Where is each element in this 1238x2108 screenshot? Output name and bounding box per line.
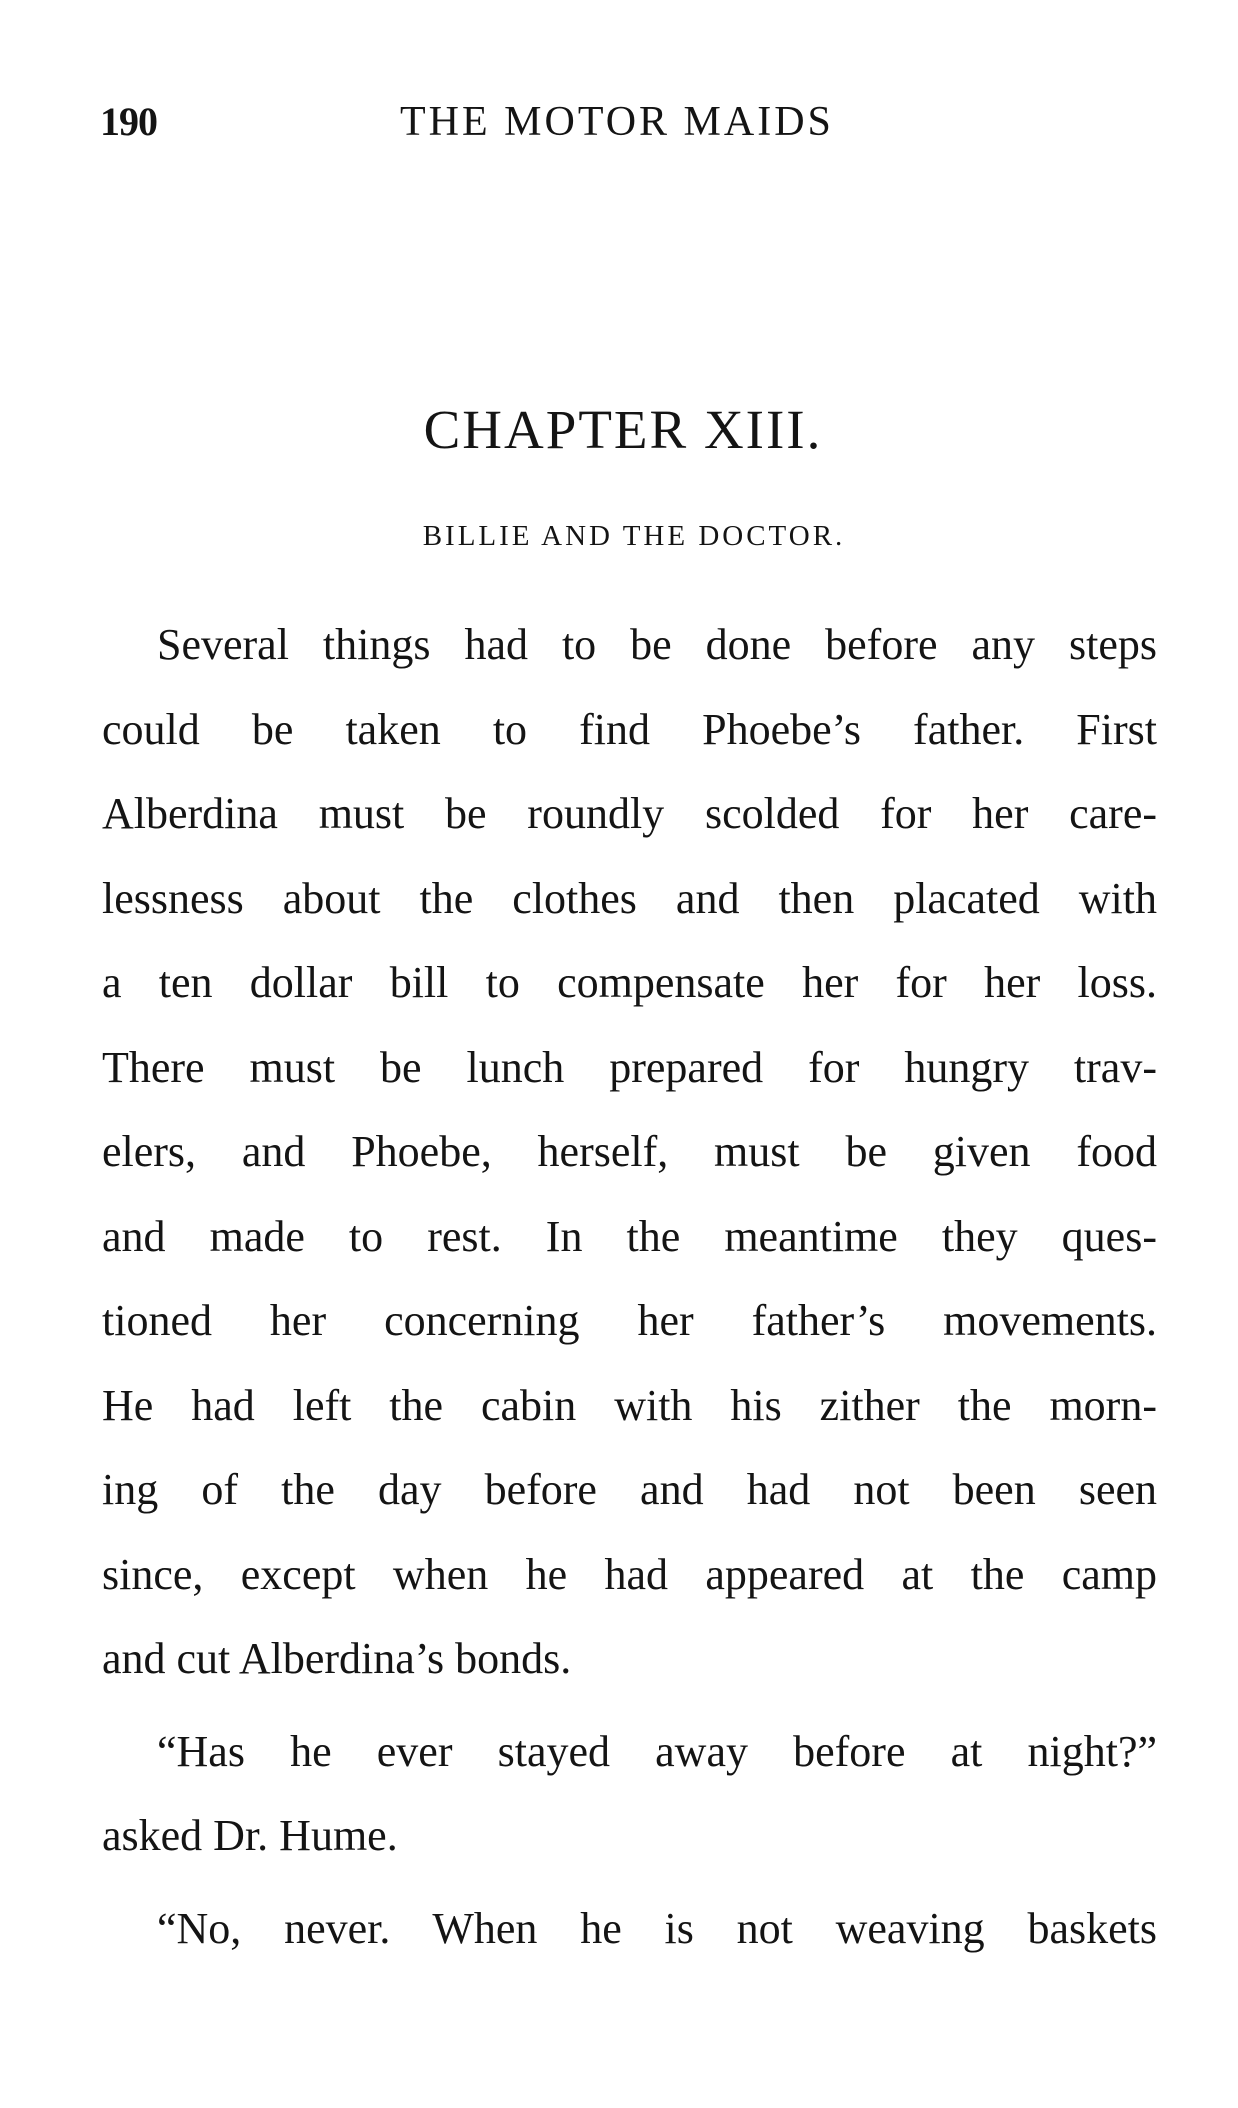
- running-title: THE MOTOR MAIDS: [400, 99, 834, 145]
- text-line: since, except when he had appeared at the camp: [102, 1549, 1157, 1599]
- text-line: lessness about the clothes and then placated with: [102, 873, 1157, 923]
- text-line: There must be lunch prepared for hungry trav-: [102, 1042, 1157, 1092]
- text-line: a ten dollar bill to compensate her for her loss.: [102, 958, 1157, 1007]
- page-number: 190: [100, 99, 157, 144]
- text-line: “Has he ever stayed away before at night?”: [157, 1726, 1157, 1776]
- text-line: asked Dr. Hume.: [102, 1811, 398, 1860]
- text-line: He had left the cabin with his zither the morn-: [102, 1380, 1157, 1430]
- chapter-title: CHAPTER XIII.: [423, 399, 823, 460]
- text-line: Several things had to be done before any steps: [157, 620, 1157, 669]
- text-line: Alberdina must be roundly scolded for her care-: [102, 789, 1157, 838]
- body-text: [102, 603, 1157, 1971]
- text-line: and cut Alberdina’s bonds.: [102, 1634, 572, 1683]
- running-head: [100, 98, 1150, 158]
- text-line: tioned her concerning her father’s movements.: [102, 1296, 1157, 1345]
- chapter-subtitle: BILLIE AND THE DOCTOR.: [422, 520, 846, 552]
- text-line: “No, never. When he is not weaving baskets: [157, 1903, 1157, 1953]
- text-line: and made to rest. In the meantime they ques-: [102, 1211, 1157, 1261]
- text-line: could be taken to find Phoebe’s father. First: [102, 704, 1157, 754]
- text-line: elers, and Phoebe, herself, must be given food: [102, 1127, 1157, 1176]
- text-line: ing of the day before and had not been seen: [102, 1465, 1157, 1514]
